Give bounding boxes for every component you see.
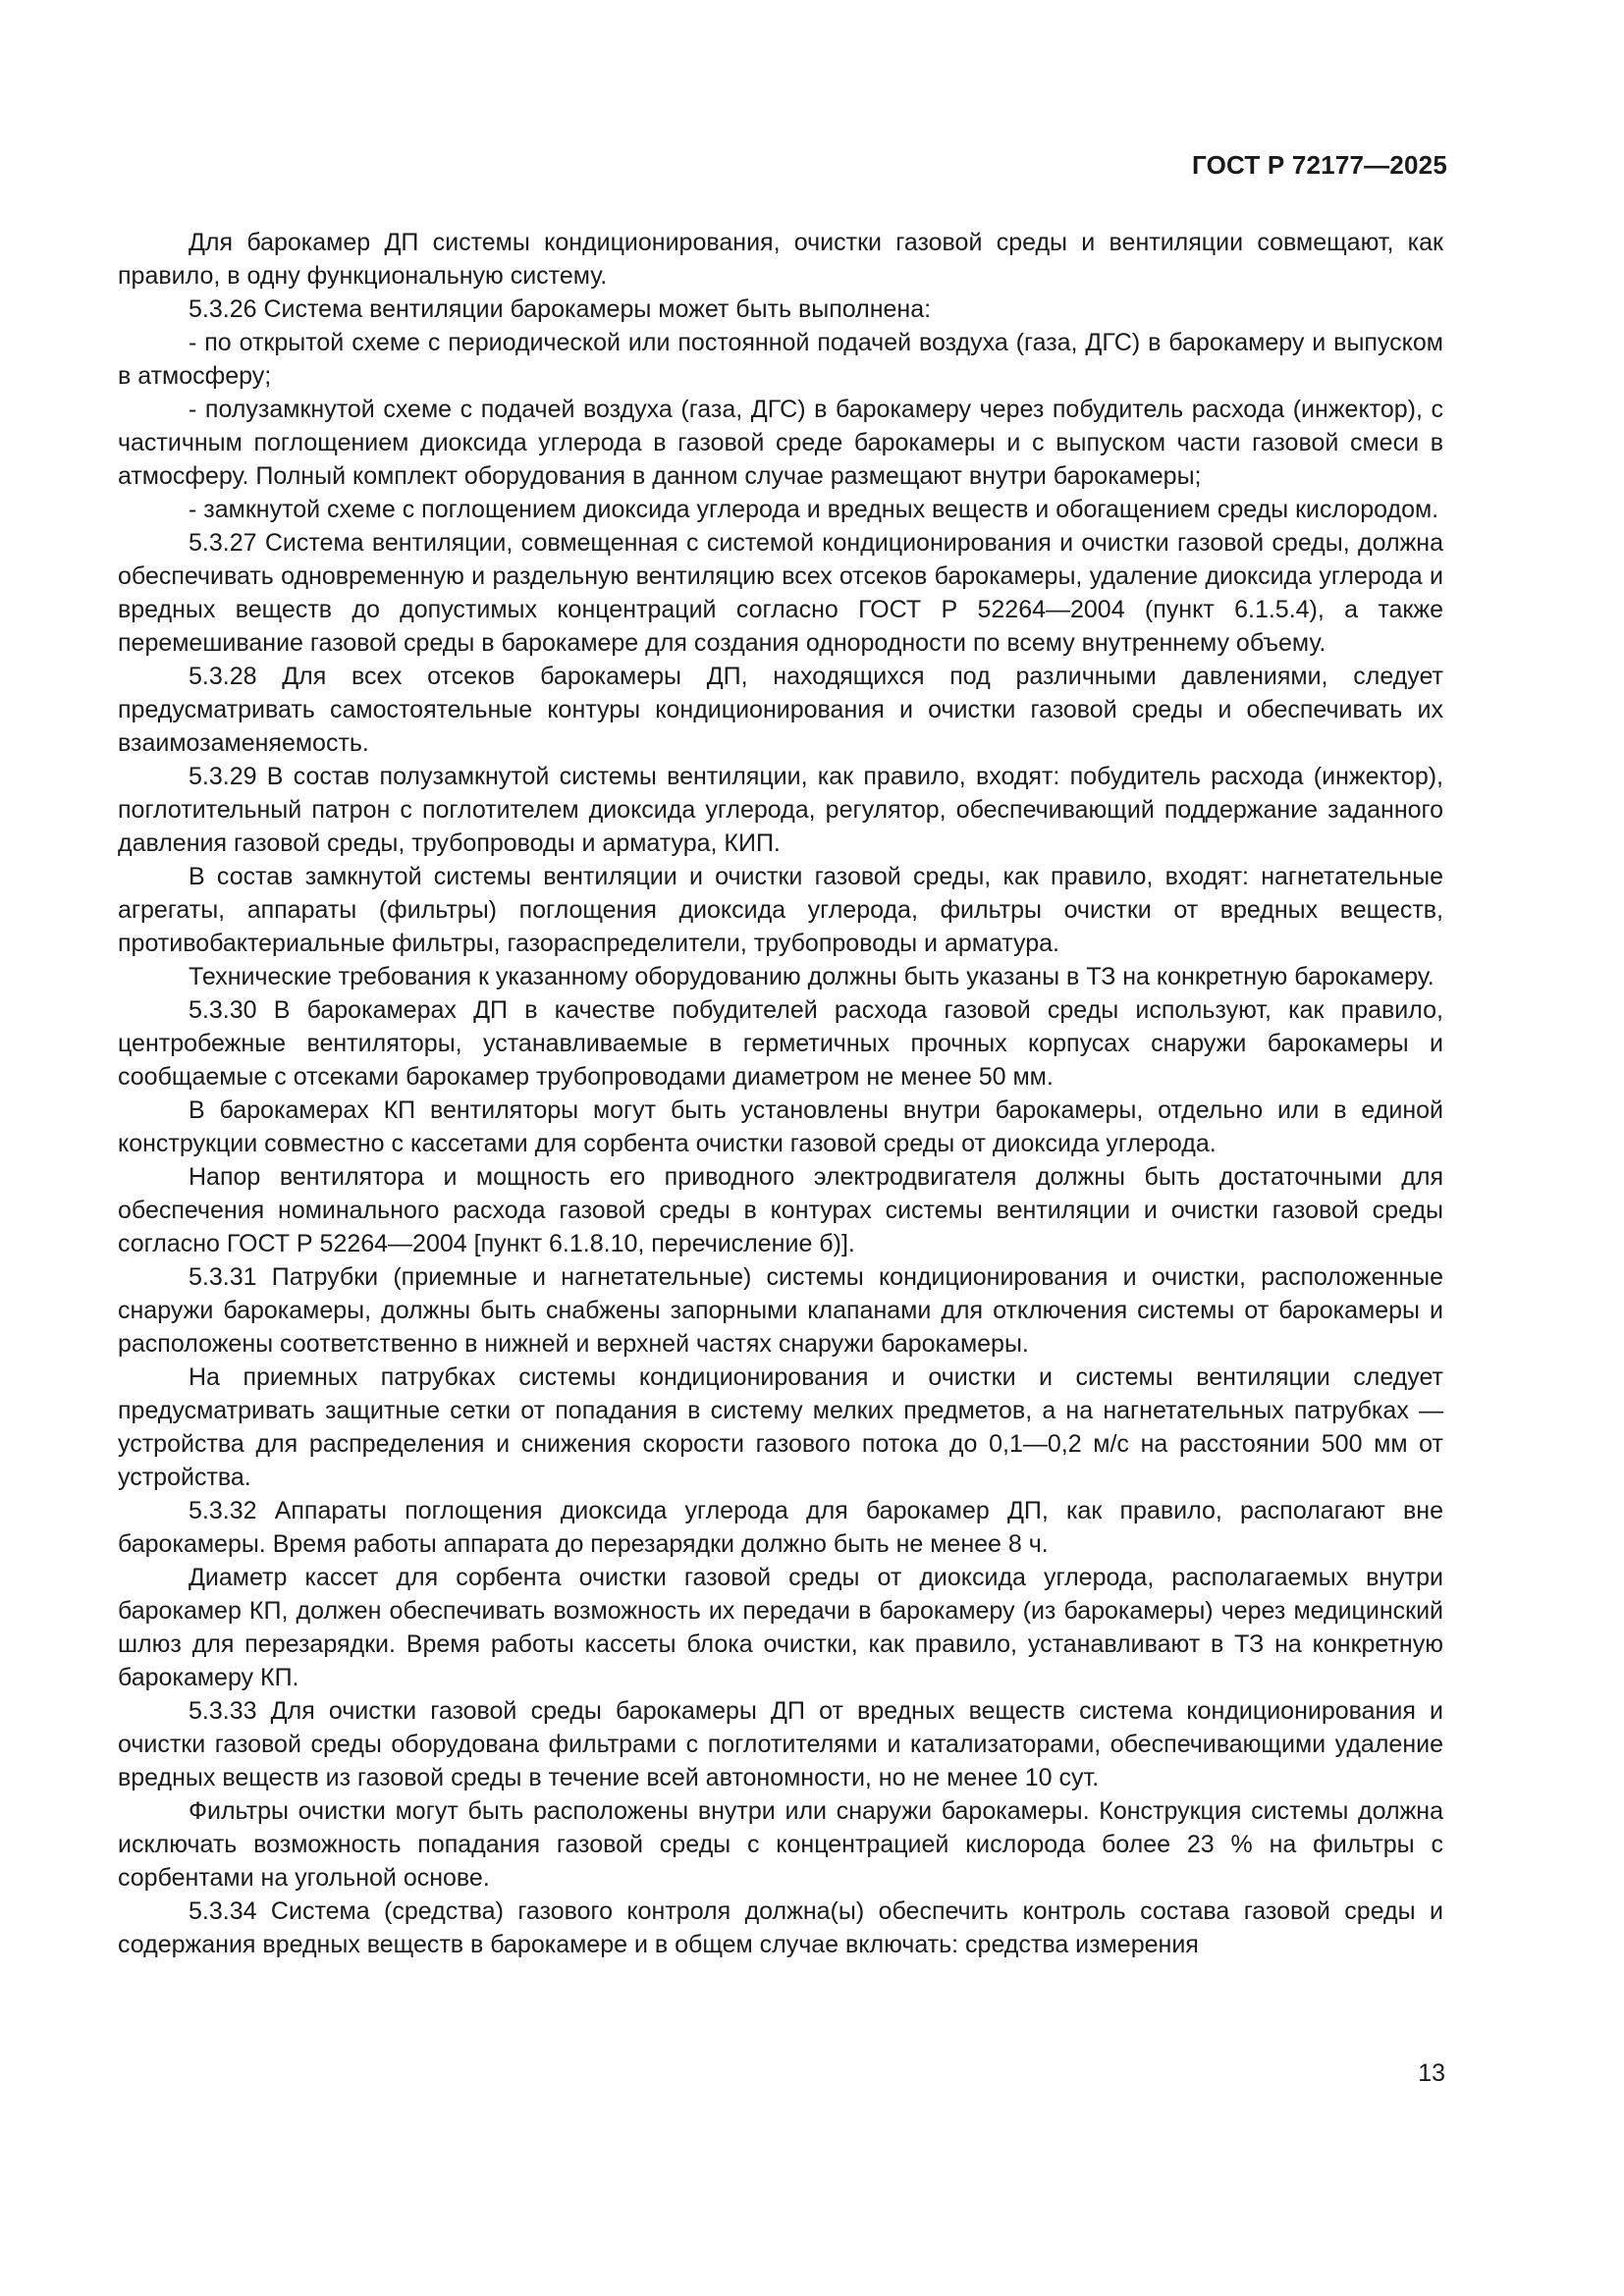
paragraph: 5.3.30 В барокамерах ДП в качестве побудителей расхода газовой среды используют, как правило, центробежные вентиляторы, устанавливаемые в герметичных прочных корпусах снаружи барокамеры и сообщаемые с отсеками барокамер трубопроводами диаметром не менее 50 мм. [118,996,1443,1091]
paragraph: - по открытой схеме с периодической или постоянной подачей воздуха (газа, ДГС) в барокамеру и выпуском в атмосферу; [118,329,1443,390]
document-body [118,226,1443,1961]
paragraph: Фильтры очистки могут быть расположены внутри или снаружи барокамеры. Конструкция системы должна исключать возможность попадания газовой среды с концентрацией кислорода более 23 % на фильтры с сорбентами на угольной основе. [118,1797,1443,1892]
paragraph: Напор вентилятора и мощность его приводного электродвигателя должны быть достаточными для обеспечения номинального расхода газовой среды в контурах системы вентиляции и очистки газовой среды согласно ГОСТ Р 52264—2004 [пункт 6.1.8.10, перечисление б)]. [118,1163,1443,1257]
paragraph: В барокамерах КП вентиляторы могут быть установлены внутри барокамеры, отдельно или в единой конструкции совместно с кассетами для сорбента очистки газовой среды от диоксида углерода. [118,1096,1443,1157]
paragraph: 5.3.31 Патрубки (приемные и нагнетательные) системы кондиционирования и очистки, расположенные снаружи барокамеры, должны быть снабжены запорными клапанами для отключения системы от барокамеры и расположены соответственно в нижней и верхней частях снаружи барокамеры. [118,1263,1443,1358]
paragraph: 5.3.26 Система вентиляции барокамеры может быть выполнена: [189,295,932,323]
paragraph: - замкнутой схеме с поглощением диоксида углерода и вредных веществ и обогащением среды кислородом. [189,496,1439,523]
paragraph: 5.3.28 Для всех отсеков барокамеры ДП, находящихся под различными давлениями, следует предусматривать самостоятельные контуры кондиционирования и очистки газовой среды и обеспечивать их взаимозаменяемость. [118,663,1443,757]
paragraph: Для барокамер ДП системы кондиционирования, очистки газовой среды и вентиляции совмещают, как правило, в одну функциональную систему. [118,229,1443,290]
page-number: 13 [1418,2059,1445,2087]
paragraph: На приемных патрубках системы кондиционирования и очистки и системы вентиляции следует предусматривать защитные сетки от попадания в систему мелких предметов, а на нагнетательных патрубках — устройства для распределения и снижения скорости газового потока до 0,1—0,2 м/с на расстоянии 500 мм от устройства. [118,1363,1443,1491]
paragraph: Технические требования к указанному оборудованию должны быть указаны в ТЗ на конкретную барокамеру. [189,963,1435,990]
paragraph: 5.3.33 Для очистки газовой среды барокамеры ДП от вредных веществ система кондиционирования и очистки газовой среды оборудована фильтрами с поглотителями и катализаторами, обеспечивающими удаление вредных веществ из газовой среды в течение всей автономности, но не менее 10 сут. [118,1697,1443,1791]
paragraph: 5.3.34 Система (средства) газового контроля должна(ы) обеспечить контроль состава газовой среды и содержания вредных веществ в барокамере и в общем случае включать: средства измерения [118,1897,1443,1958]
document-code: ГОСТ Р 72177—2025 [1192,150,1447,180]
paragraph: - полузамкнутой схеме с подачей воздуха (газа, ДГС) в барокамеру через побудитель расхода (инжектор), с частичным поглощением диоксида углерода в газовой среде барокамеры и с выпуском части газовой смеси в атмосферу. Полный комплект оборудования в данном случае размещают внутри барокамеры; [118,396,1443,490]
paragraph: 5.3.27 Система вентиляции, совмещенная с системой кондиционирования и очистки газовой среды, должна обеспечивать одновременную и раздельную вентиляцию всех отсеков барокамеры, удаление диоксида углерода и вредных веществ до допустимых концентраций согласно ГОСТ Р 52264—2004 (пункт 6.1.5.4), а также перемешивание газовой среды в барокамере для создания однородности по всему внутреннему объему. [118,529,1443,657]
paragraph: 5.3.32 Аппараты поглощения диоксида углерода для барокамер ДП, как правило, располагают вне барокамеры. Время работы аппарата до перезарядки должно быть не менее 8 ч. [118,1497,1443,1558]
paragraph: В состав замкнутой системы вентиляции и очистки газовой среды, как правило, входят: нагнетательные агрегаты, аппараты (фильтры) поглощения диоксида углерода, фильтры очистки от вредных веществ, противобактериальные фильтры, газораспределители, трубопроводы и арматура. [118,863,1443,957]
paragraph: Диаметр кассет для сорбента очистки газовой среды от диоксида углерода, располагаемых внутри барокамер КП, должен обеспечивать возможность их передачи в барокамеру (из барокамеры) через медицинский шлюз для перезарядки. Время работы кассеты блока очистки, как правило, устанавливают в ТЗ на конкретную барокамеру КП. [118,1564,1443,1691]
paragraph: 5.3.29 В состав полузамкнутой системы вентиляции, как правило, входят: побудитель расхода (инжектор), поглотительный патрон с поглотителем диоксида углерода, регулятор, обеспечивающий поддержание заданного давления газовой среды, трубопроводы и арматура, КИП. [118,763,1443,857]
